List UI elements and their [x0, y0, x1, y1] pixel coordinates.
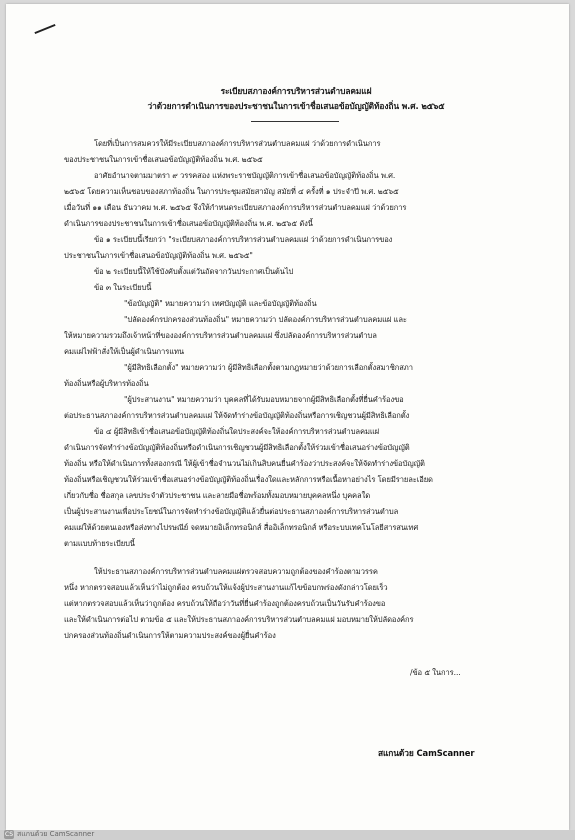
body-line: เป็นผู้ประสานงานเพื่อประโยชน์ในการจัดทำร่างข้อบัญญัติแล้วยื่นต่อประธานสภาองค์การบริหารส่วนตำบล [64, 507, 399, 516]
body-line: เมื่อวันที่ ๑๑ เดือน ธันวาคม พ.ศ. ๒๕๖๕ จึงให้กำหนดระเบียบสภาองค์การบริหารส่วนตำบลคมแฝ ว่าด้วยการ [64, 203, 407, 212]
scanner-footer: สแกนด้วย CamScanner [378, 748, 475, 758]
camscanner-logo: CS [5, 831, 13, 838]
body-line: ข้อ ๒ ระเบียบนี้ให้ใช้บังคับตั้งแต่วันถัดจากวันประกาศเป็นต้นไป [94, 267, 294, 276]
body-line: ข้อ ๓ ในระเบียบนี้ [94, 283, 152, 292]
definition-line: "ผู้มีสิทธิเลือกตั้ง" หมายความว่า ผู้มีสิทธิเลือกตั้งตามกฎหมายว่าด้วยการเลือกตั้งสมาชิกสภา [124, 363, 413, 372]
pen-mark [34, 24, 55, 34]
body-line: ต่อประธานสภาองค์การบริหารส่วนตำบลคมแฝ ให้จัดทำร่างข้อบัญญัติท้องถิ่นหรือการเชิญชวนผู้มีสิทธิเลือกตั้ง [64, 411, 410, 420]
body-line: ข้อ ๑ ระเบียบนี้เรียกว่า "ระเบียบสภาองค์การบริหารส่วนตำบลคมแฝ ว่าด้วยการดำเนินการของ [94, 235, 393, 244]
body-line: ดำเนินการจัดทำร่างข้อบัญญัติท้องถิ่นหรือดำเนินการเชิญชวนผู้มีสิทธิเลือกตั้งให้ร่วมเข้าชื่อเสนอร่างข้อบัญญัติ [64, 443, 410, 452]
body-line: ข้อ ๔ ผู้มีสิทธิเข้าชื่อเสนอข้อบัญญัติท้องถิ่นใดประสงค์จะให้องค์การบริหารส่วนตำบลคมแฝ [94, 427, 380, 436]
body-line: ปกครองส่วนท้องถิ่นดำเนินการให้ตามความประสงค์ของผู้ยื่นคำร้อง [64, 631, 276, 640]
body-line: เกี่ยวกับชื่อ ชื่อสกุล เลขประจำตัวประชาชน และลายมือชื่อพร้อมทั้งมอบหมายบุคคลหนึ่ง บุคคลใด [64, 491, 371, 500]
definition-line: "ปลัดองค์กรปกครองส่วนท้องถิ่น" หมายความว่า ปลัดองค์การบริหารส่วนตำบลคมแฝ และ [124, 315, 407, 324]
body-line: ของประชาชนในการเข้าชื่อเสนอข้อบัญญัติท้องถิ่น พ.ศ. ๒๕๖๕ [64, 155, 263, 164]
body-line: ให้หมายความรวมถึงเจ้าหน้าที่ขององค์การบริหารส่วนตำบลคมแฝ ซึ่งปลัดองค์การบริหารส่วนตำบล [64, 331, 377, 340]
body-line: ท้องถิ่นหรือเชิญชวนให้ร่วมเข้าชื่อเสนอร่างข้อบัญญัติท้องถิ่นเรื่องใดและหลักการหรือเนื้อหาอย่างไร โดยมีรายละเอียด [64, 475, 433, 484]
document-title: ระเบียบสภาองค์การบริหารส่วนตำบลคมแฝ [220, 86, 372, 96]
document-page [6, 4, 569, 830]
body-line: ดำเนินการของประชาชนในการเข้าชื่อเสนอข้อบัญญัติท้องถิ่น พ.ศ. ๒๕๖๕ ดังนี้ [64, 219, 313, 228]
app-strip-text: สแกนด้วย CamScanner [17, 830, 95, 838]
body-line: ๒๕๖๕ โดยความเห็นชอบของสภาท้องถิ่น ในการประชุมสมัยสามัญ สมัยที่ ๔ ครั้งที่ ๑ ประจำปี พ.ศ. ๒๕๖๕ [64, 187, 399, 196]
continuation-note: /ข้อ ๕ ในการ... [410, 668, 461, 677]
body-line: โดยที่เป็นการสมควรให้มีระเบียบสภาองค์การบริหารส่วนตำบลคมแฝ ว่าด้วยการดำเนินการ [94, 139, 381, 148]
body-line: คมแฝให้ด้วยตนเองหรือส่งทางไปรษณีย์ จดหมายอิเล็กทรอนิกส์ สื่ออิเล็กทรอนิกส์ หรือระบบเทคโนโลยีสารสนเทศ [64, 523, 419, 532]
body-line: ให้ประธานสภาองค์การบริหารส่วนตำบลคมแฝตรวจสอบความถูกต้องของคำร้องตามวรรค [94, 567, 378, 576]
body-line: คมแฝไฟฟ้าสั่งให้เป็นผู้ดำเนินการแทน [64, 347, 184, 356]
body-line: ท้องถิ่นหรือผู้บริหารท้องถิ่น [64, 379, 149, 388]
body-line: ประชาชนในการเข้าชื่อเสนอข้อบัญญัติท้องถิ่น พ.ศ. ๒๕๖๕" [64, 251, 253, 260]
definition-line: "ผู้ประสานงาน" หมายความว่า บุคคลที่ได้รับมอบหมายจากผู้มีสิทธิเลือกตั้งที่ยื่นคำร้องขอ [124, 395, 404, 404]
definition-line: "ข้อบัญญัติ" หมายความว่า เทศบัญญัติ และข้อบัญญัติท้องถิ่น [124, 299, 317, 308]
title-separator [251, 121, 339, 122]
body-line: ท้องถิ่น หรือให้ดำเนินการทั้งสองกรณี ให้ผู้เข้าชื่อจำนวนไม่เกินสิบคนยื่นคำร้องว่าประสงค์จะให้จัดทำร่างข้อบัญญัติ [64, 459, 425, 468]
body-line: อาศัยอำนาจตามมาตรา ๙ วรรคสอง แห่งพระราชบัญญัติการเข้าชื่อเสนอข้อบัญญัติท้องถิ่น พ.ศ. [94, 171, 396, 180]
body-line: ตามแบบท้ายระเบียบนี้ [64, 539, 135, 548]
document-subtitle: ว่าด้วยการดำเนินการของประชาชนในการเข้าชื่อเสนอข้อบัญญัติท้องถิ่น พ.ศ. ๒๕๖๕ [147, 101, 445, 111]
app-strip [0, 830, 575, 840]
body-line: หนึ่ง หากตรวจสอบแล้วเห็นว่าไม่ถูกต้อง ครบถ้วนให้แจ้งผู้ประสานงานแก้ไขข้อบกพร่องดังกล่าวโดยเร็ว [64, 583, 388, 592]
body-line: และให้ดำเนินการต่อไป ตามข้อ ๕ และให้ประธานสภาองค์การบริหารส่วนตำบลคมแฝ มอบหมายให้ปลัดองค์กร [64, 615, 414, 624]
body-line: แต่หากตรวจสอบแล้วเห็นว่าถูกต้อง ครบถ้วนให้ถือว่าวันที่ยื่นคำร้องถูกต้องครบถ้วนเป็นวันรับคำร้องขอ [64, 599, 386, 608]
